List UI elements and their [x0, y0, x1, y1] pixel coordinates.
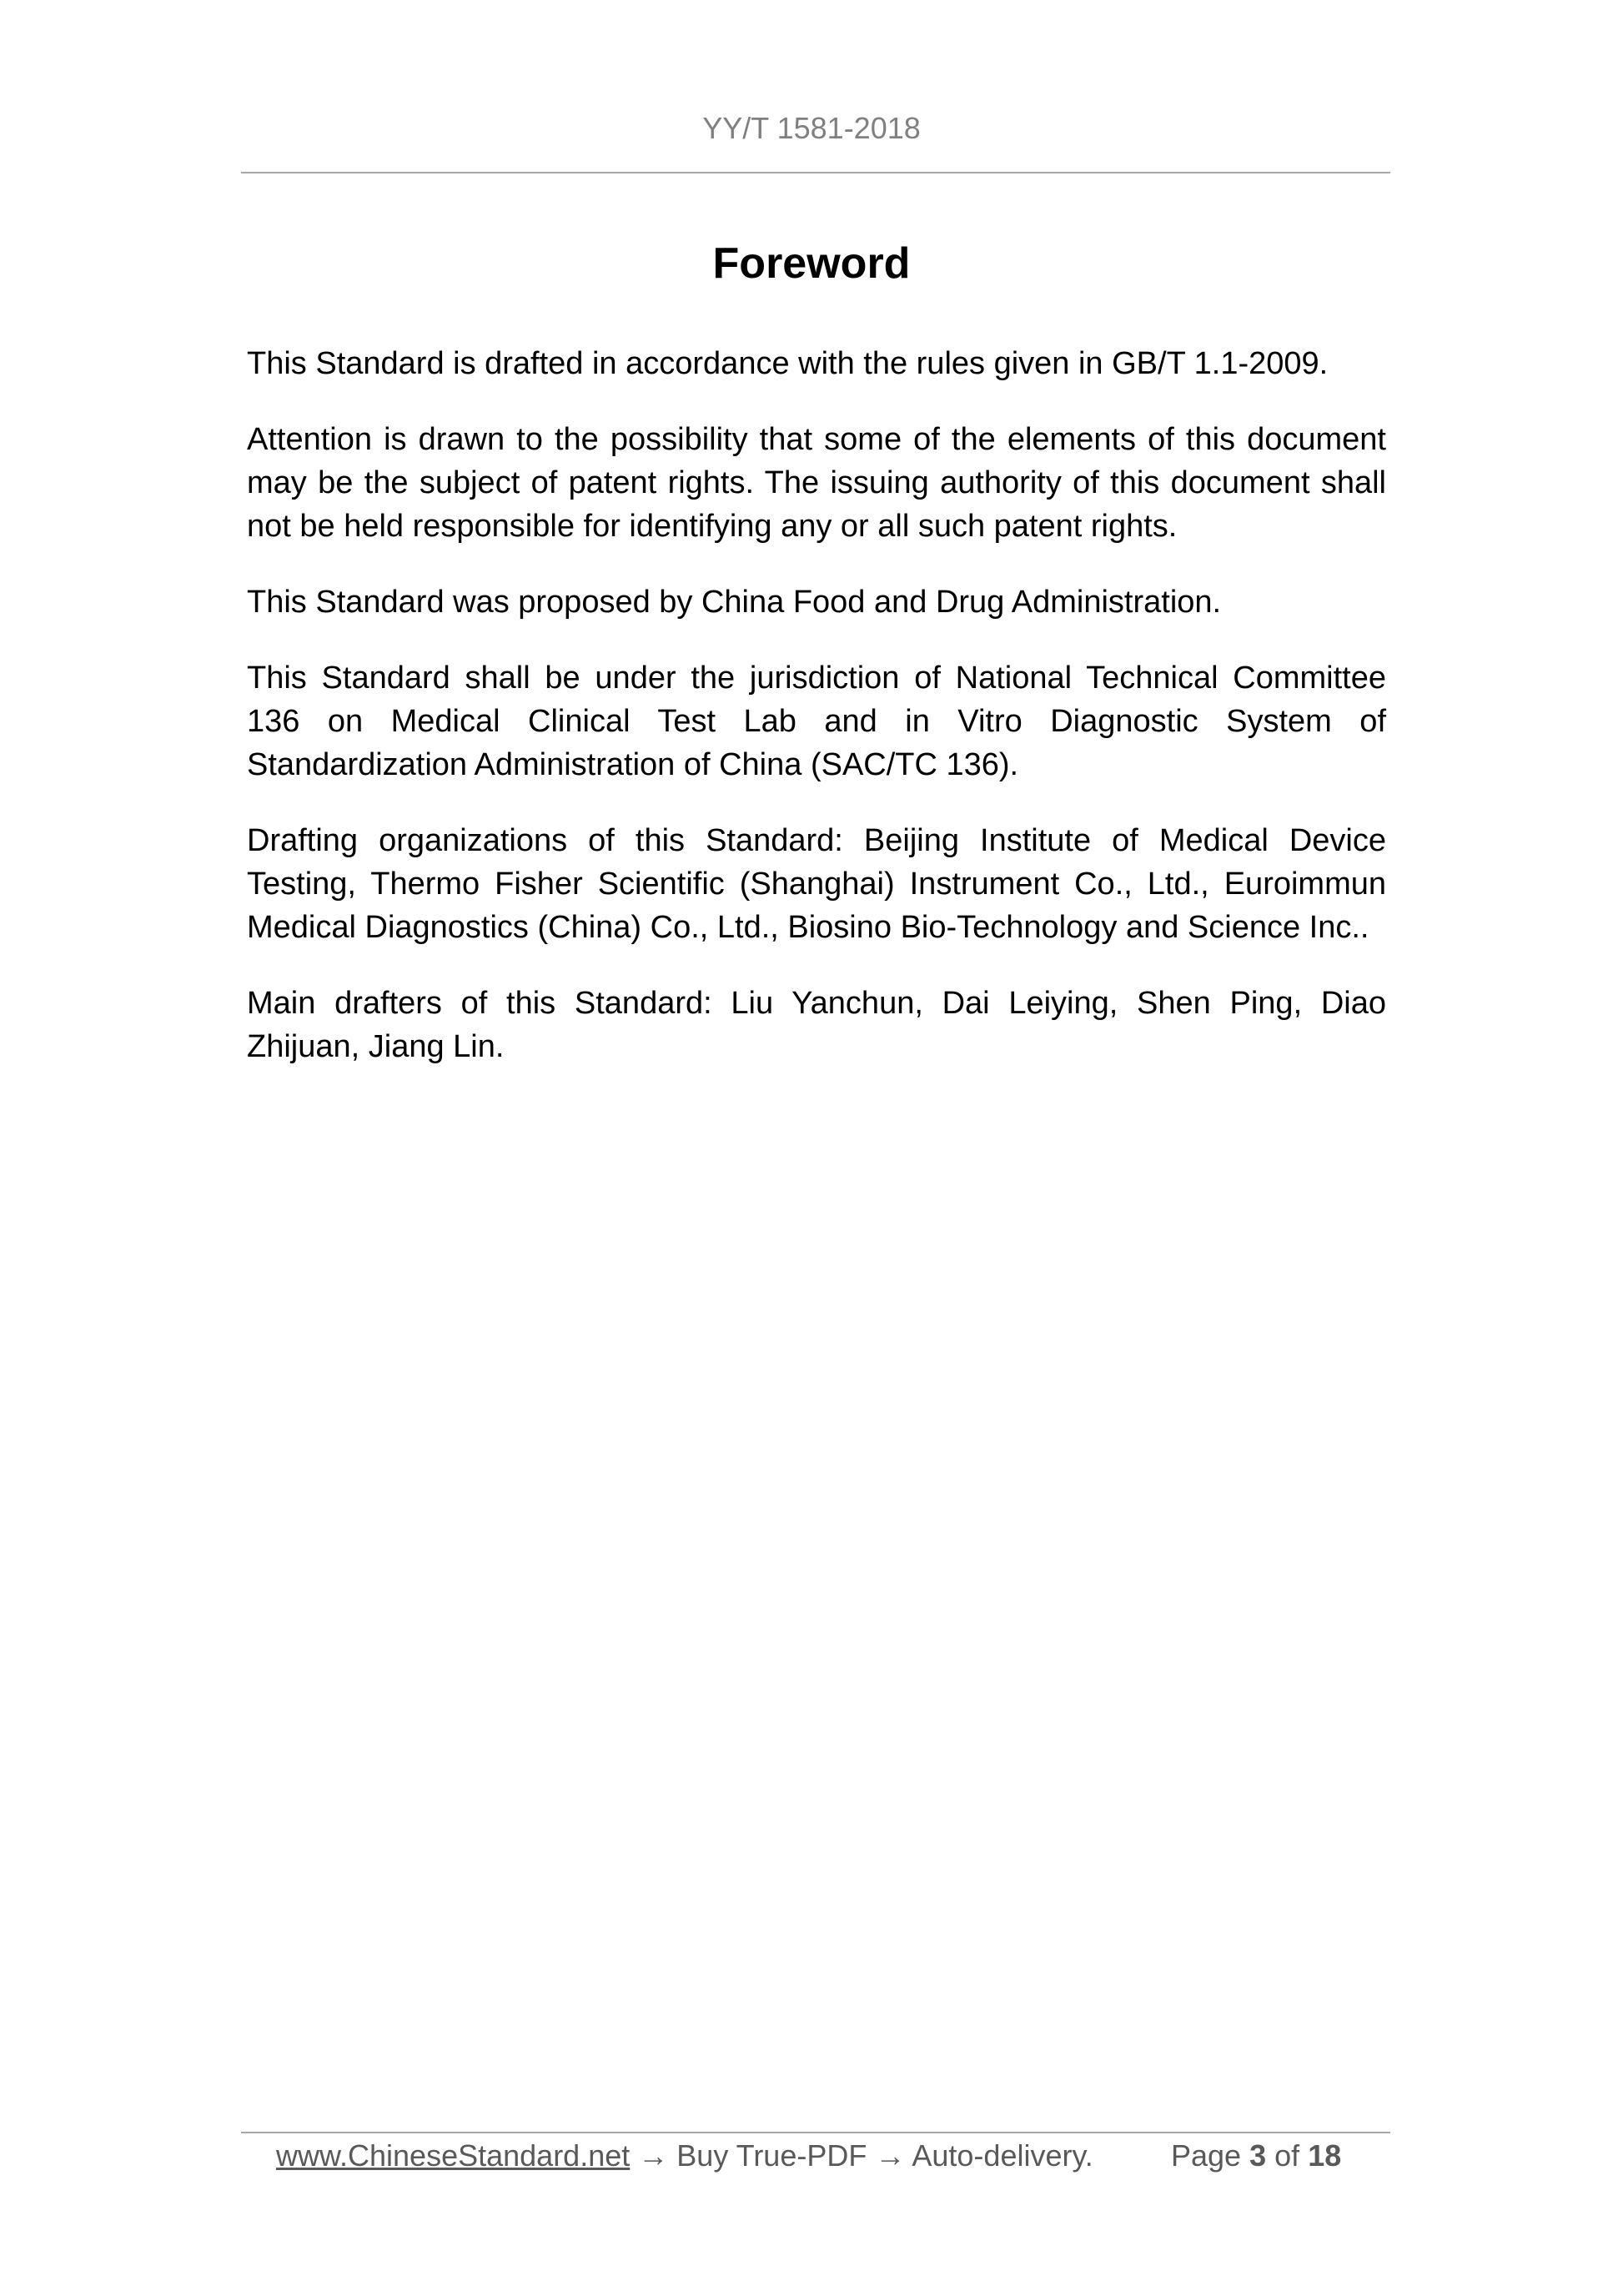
paragraph-proposed-by: This Standard was proposed by China Food and Drug Administration.: [247, 585, 1222, 620]
of-label: of: [1274, 2138, 1300, 2173]
page-number: [1171, 2138, 1341, 2174]
paragraph-patent-notice: Attention is drawn to the possibility that some of the elements of this document may be the subject of patent rights. The issuing authority of this document shall not be held responsible for identifying any or all such patent rights.: [247, 422, 1386, 544]
paragraph-main-drafters: Main drafters of this Standard: Liu Yanchun, Dai Leiying, Shen Ping, Diao Zhijuan, Jiang Lin.: [247, 986, 1386, 1064]
paragraph-drafting-organizations: Drafting organizations of this Standard: Beijing Institute of Medical Device Testing, Thermo Fisher Scientific (Shanghai) Instrument Co., Ltd., Euroimmun Medical Diagnostics (China) Co., Ltd., Biosino Bio-Technology and Science Inc..: [247, 823, 1386, 945]
auto-delivery-text: Auto-delivery.: [912, 2138, 1093, 2173]
page-label: Page: [1171, 2138, 1242, 2173]
total-page-count: 18: [1308, 2138, 1342, 2173]
footer-divider: [241, 2132, 1390, 2133]
paragraph-jurisdiction: This Standard shall be under the jurisdiction of National Technical Committee 136 on Medical Clinical Test Lab and in Vitro Diagnostic System of Standardization Administration of China (SAC/TC 136).: [247, 661, 1386, 782]
header-divider: [241, 172, 1390, 173]
foreword-body: [247, 342, 1386, 1101]
arrow-right-icon: →: [875, 2138, 906, 2173]
current-page-number: 3: [1249, 2138, 1267, 2173]
page-title: Foreword: [712, 239, 911, 288]
arrow-right-icon: →: [638, 2138, 669, 2173]
buy-true-pdf-text: Buy True-PDF: [676, 2138, 867, 2173]
document-code: YY/T 1581-2018: [702, 111, 921, 145]
website-link[interactable]: www.ChineseStandard.net: [276, 2138, 631, 2173]
footer-promo: [276, 2138, 1093, 2174]
paragraph-drafting-rules: This Standard is drafted in accordance with the rules given in GB/T 1.1-2009.: [247, 346, 1329, 381]
